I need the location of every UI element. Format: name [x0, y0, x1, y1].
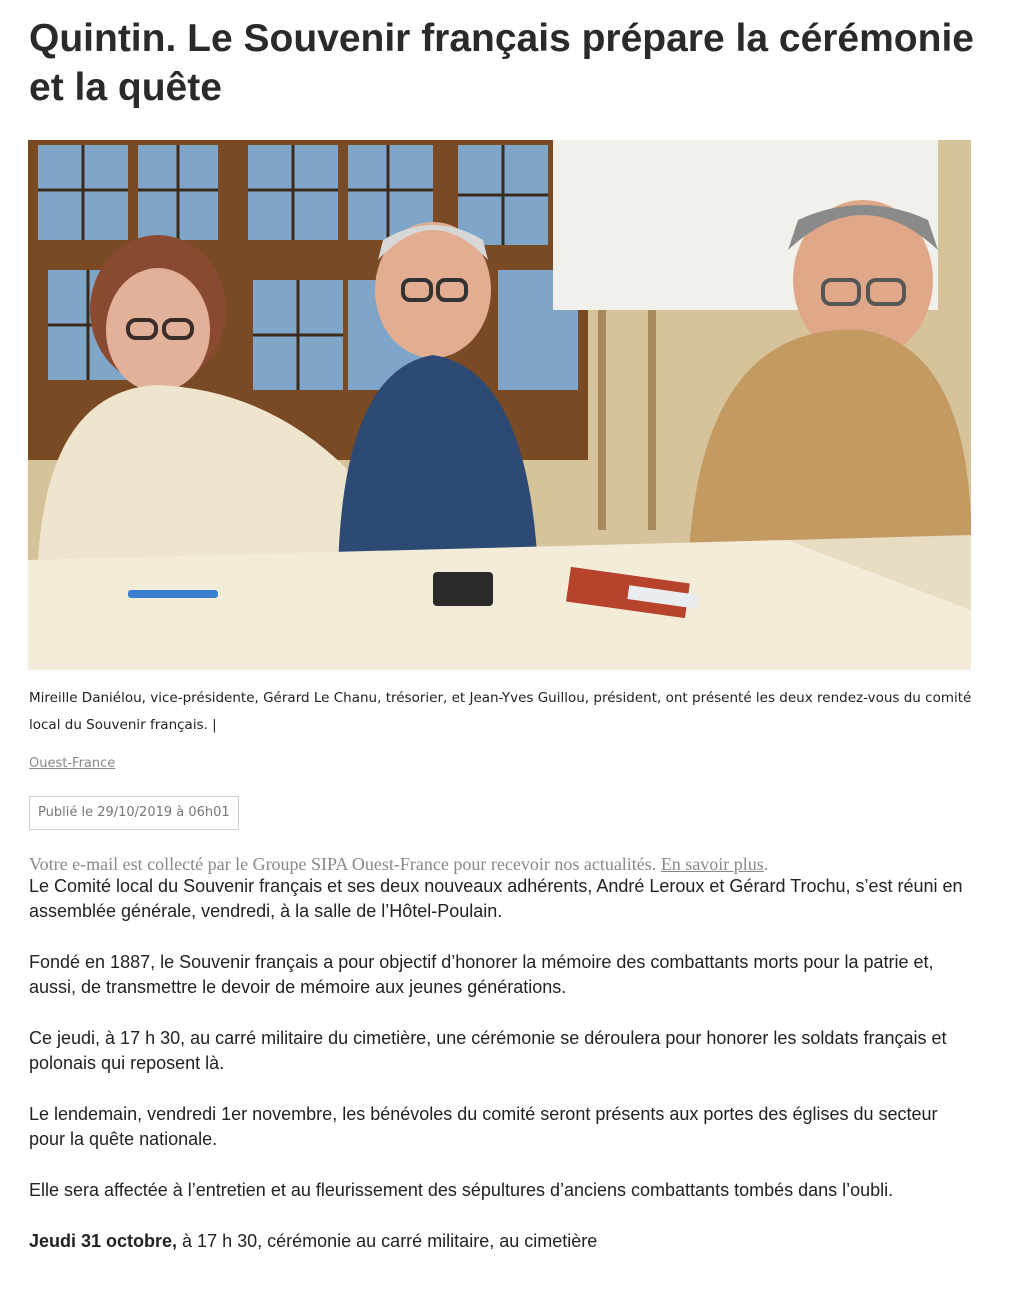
paragraph: Fondé en 1887, le Souvenir français a pour objectif d’honorer la mémoire des combattants morts pour la patrie et, aussi, de transmettre le devoir de mémoire aux jeunes générations. [29, 952, 934, 997]
email-notice-text: Votre e-mail est collecté par le Groupe SIPA Ouest-France pour recevoir nos actualités. [29, 854, 657, 874]
paragraph: Le lendemain, vendredi 1er novembre, les bénévoles du comité seront présents aux portes des églises du secteur pour la quête nationale. [29, 1104, 938, 1149]
article-body [29, 874, 974, 1280]
article-photo [28, 140, 971, 670]
event-line [29, 1229, 974, 1254]
source-link[interactable]: Ouest-France [29, 756, 116, 771]
article-title: Quintin. Le Souvenir français prépare la cérémonie et la quête [29, 17, 974, 109]
event-details: à 17 h 30, cérémonie au carré militaire, au cimetière [177, 1231, 598, 1251]
email-notice-end: . [763, 854, 769, 874]
photo-caption: Mireille Daniélou, vice-présidente, Gérard Le Chanu, trésorier, et Jean-Yves Guillou, président, ont présenté les deux rendez-vous du comité local du Souvenir français. | [29, 690, 972, 733]
email-notice [29, 854, 989, 875]
published-date: Publié le 29/10/2019 à 06h01 [29, 796, 239, 830]
paragraph: Ce jeudi, à 17 h 30, au carré militaire du cimetière, une cérémonie se déroulera pour honorer les soldats français et polonais qui reposent là. [29, 1028, 947, 1073]
paragraph: Elle sera affectée à l’entretien et au fleurissement des sépultures d’anciens combattants tombés dans l’oubli. [29, 1180, 894, 1200]
paragraph: Le Comité local du Souvenir français et ses deux nouveaux adhérents, André Leroux et Gérard Trochu, s’est réuni en assemblée générale, vendredi, à la salle de l’Hôtel-Poulain. [29, 876, 963, 921]
learn-more-link[interactable]: En savoir plus [660, 854, 764, 874]
event-date: Jeudi 31 octobre, [29, 1231, 178, 1251]
